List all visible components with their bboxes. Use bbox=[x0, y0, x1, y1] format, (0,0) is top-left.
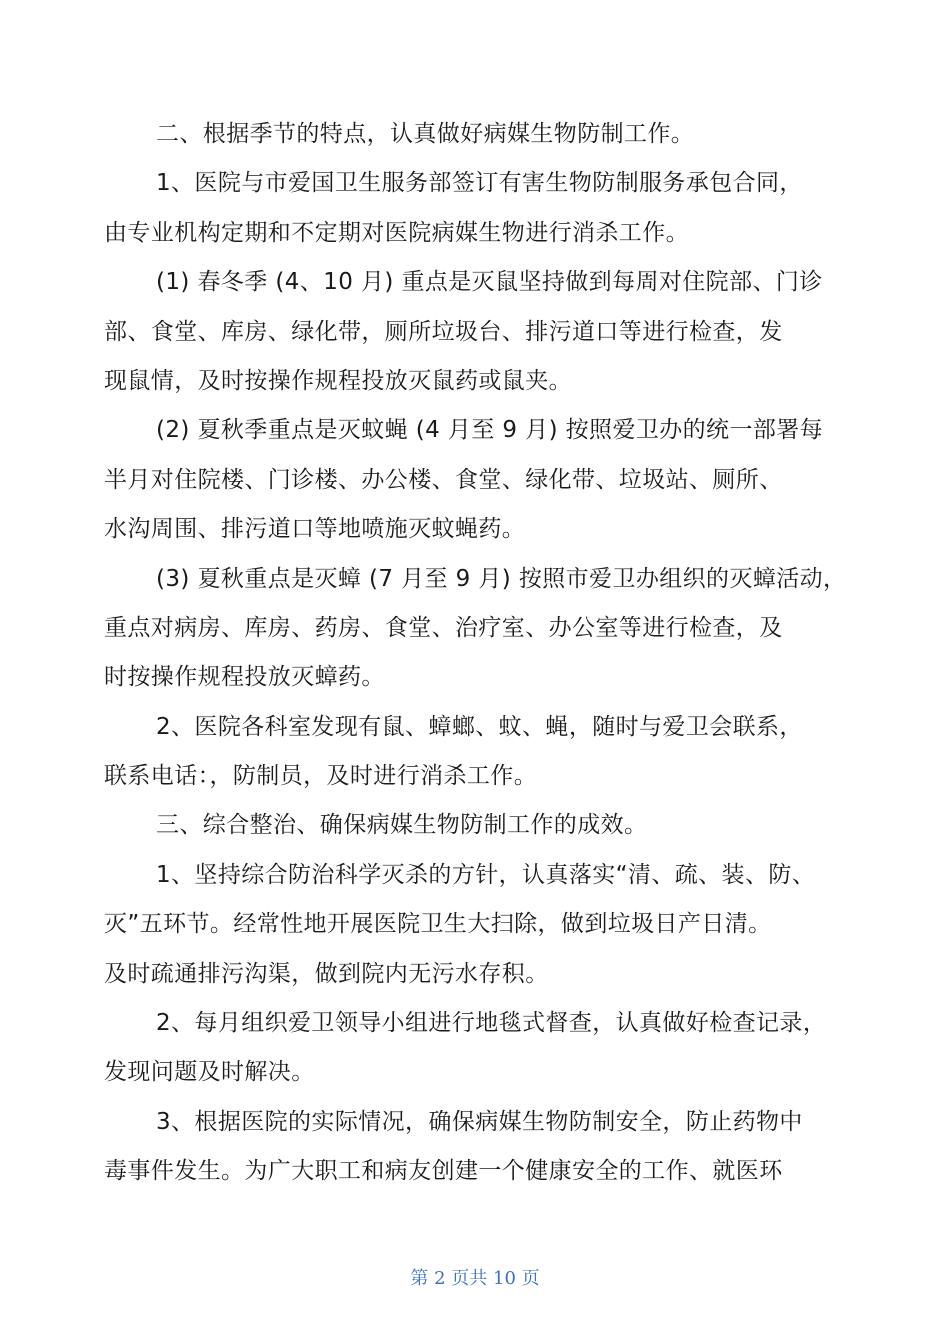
paragraph-line: 现鼠情，及时按操作规程投放灭鼠药或鼠夹。 bbox=[104, 367, 572, 394]
section-heading-3: 三、综合整治、确保病媒生物防制工作的成效。 bbox=[156, 812, 648, 839]
paragraph-line: (2) 夏秋季重点是灭蚊蝇 (4 月至 9 月) 按照爱卫办的统一部署每 bbox=[156, 417, 824, 444]
paragraph-line: 毒事件发生。为广大职工和病友创建一个健康安全的工作、就医环 bbox=[104, 1158, 783, 1185]
paragraph-line: 及时疏通排污沟渠，做到院内无污水存积。 bbox=[104, 960, 549, 987]
paragraph-line: 联系电话：，防制员，及时进行消杀工作。 bbox=[104, 763, 538, 790]
paragraph-line: 2、医院各科室发现有鼠、蟑螂、蚊、蝇，随时与爱卫会联系， bbox=[156, 713, 803, 740]
paragraph-line: 2、每月组织爱卫领导小组进行地毯式督查，认真做好检查记录， bbox=[156, 1010, 827, 1037]
section-heading-2: 二、根据季节的特点，认真做好病媒生物防制工作。 bbox=[156, 121, 695, 147]
paragraph-line: (1) 春冬季 (4、10 月) 重点是灭鼠坚持做到每周对住院部、门诊 bbox=[156, 269, 823, 296]
paragraph-line: 1、坚持综合防治科学灭杀的方针，认真落实“清、疏、装、防、 bbox=[156, 861, 816, 888]
paragraph-line: 半月对住院楼、门诊楼、办公楼、食堂、绿化带、垃圾站、厕所、 bbox=[104, 466, 783, 493]
paragraph-line: (3) 夏秋重点是灭蟑 (7 月至 9 月) 按照市爱卫办组织的灭蟑活动， bbox=[156, 565, 847, 592]
paragraph-line: 重点对病房、库房、药房、食堂、治疗室、办公室等进行检查，及 bbox=[104, 614, 783, 641]
paragraph-line: 水沟周围、排污道口等地喷施灭蚊蝇药。 bbox=[104, 516, 526, 543]
paragraph-line: 1、医院与市爱国卫生服务部签订有害生物防制服务承包合同， bbox=[156, 170, 803, 197]
page-number-footer: 第 2 页共 10 页 bbox=[410, 1268, 540, 1289]
paragraph-line: 时按操作规程投放灭蟑药。 bbox=[104, 664, 385, 691]
paragraph-line: 由专业机构定期和不定期对医院病媒生物进行消杀工作。 bbox=[104, 219, 689, 246]
paragraph-line: 3、根据医院的实际情况，确保病媒生物防制安全，防止药物中 bbox=[156, 1108, 803, 1135]
document-body bbox=[104, 110, 864, 1197]
paragraph-line: 部、食堂、库房、绿化带，厕所垃圾台、排污道口等进行检查，发 bbox=[104, 318, 783, 345]
paragraph-line: 发现问题及时解决。 bbox=[104, 1059, 315, 1086]
paragraph-line: 灭”五环节。经常性地开展医院卫生大扫除，做到垃圾日产日清。 bbox=[104, 911, 772, 938]
